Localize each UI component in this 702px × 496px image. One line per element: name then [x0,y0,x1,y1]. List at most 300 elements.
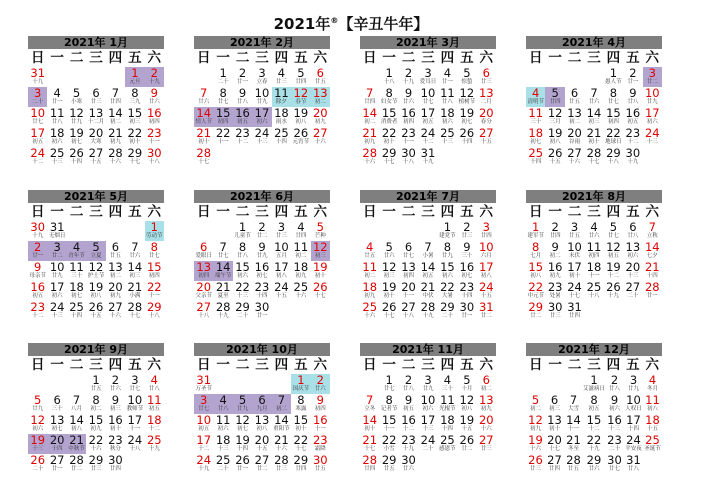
day-cell [477,281,496,301]
weekday-row [360,357,496,374]
day-cell [67,107,86,127]
empty-cell [399,221,418,241]
day-cell [624,394,643,414]
day-cell [438,127,457,147]
day-cell [643,67,662,87]
weekday-row [360,50,496,67]
lunar-label: 廿八 [148,386,160,392]
day-number: 2 [111,373,120,387]
lunar-label: 十三 [256,139,268,145]
lunar-label: 初十 [383,139,395,145]
lunar-label: 初二 [109,119,121,125]
day-cell [438,301,457,321]
day-cell [86,261,105,281]
lunar-label: 十六 [529,446,541,452]
day-cell [194,454,213,474]
day-number: 3 [424,373,432,387]
day-number: 7 [72,393,81,407]
day-cell [106,434,125,454]
day-cell [438,221,457,241]
day-number: 5 [463,66,471,80]
day-cell [28,221,47,241]
weekday-label: 五 [460,357,474,373]
day-number: 21 [274,433,289,447]
empty-cell [272,147,291,167]
empty-cell [457,454,476,474]
day-cell [545,87,564,107]
day-cell [399,374,418,394]
day-number: 19 [381,280,397,294]
day-cell [311,261,330,281]
lunar-label: 十二 [198,446,210,452]
lunar-label: 十一 [314,426,326,432]
lunar-label: 光棍节 [439,406,456,412]
day-number: 15 [127,106,143,120]
day-number: 3 [258,66,266,80]
day-cell [360,414,379,434]
lunar-label: 爱眼日 [195,253,212,259]
lunar-label: 初五 [32,139,44,145]
day-number: 28 [108,146,123,160]
day-cell [623,241,642,261]
weekday-label: 六 [147,357,162,373]
empty-cell [526,67,545,87]
day-number: 28 [69,453,84,467]
day-cell [583,414,605,434]
lunar-label: 廿七 [607,99,619,105]
day-number: 4 [366,240,374,254]
lunar-label: 十六 [314,139,326,145]
lunar-label: 小寒 [71,99,83,105]
lunar-label: 二十 [237,313,249,319]
day-number: 13 [196,260,212,274]
lunar-label: 初二 [364,273,376,279]
day-number: 11 [528,106,544,120]
lunar-label: 廿六 [588,466,600,472]
empty-cell [623,301,642,321]
weekday-label: 一 [216,50,230,66]
day-number: 28 [420,300,436,314]
day-number: 18 [274,106,289,120]
lunar-label: 初六 [441,119,453,125]
lunar-label: 十九 [32,79,44,85]
day-number: 13 [254,413,270,427]
day-cell [47,147,66,167]
day-cell [28,241,47,261]
lunar-label: 十四 [441,426,453,432]
day-number: 6 [111,240,120,254]
day-cell [584,127,603,147]
lunar-label: 三十 [530,119,542,125]
day-number: 1 [385,66,393,80]
day-cell [623,107,642,127]
weekday-label: 五 [626,357,640,373]
lunar-label: 小满 [129,293,141,299]
day-number: 17 [626,413,641,427]
day-number: 9 [404,393,413,407]
lunar-label: 初十 [383,293,395,299]
day-cell [194,301,213,321]
day-number: 4 [150,373,158,387]
weekday-label: 五 [294,204,308,220]
day-cell [477,394,496,414]
lunar-label: 初二 [90,406,102,412]
day-cell [28,87,47,107]
lunar-label: 廿八 [441,99,453,105]
lunar-label: 廿四 [548,466,560,472]
lunar-label: 十四 [461,139,473,145]
lunar-label: 大暑 [441,293,453,299]
day-cell [399,454,418,474]
lunar-label: 十一 [403,139,415,145]
day-number: 3 [277,220,286,234]
day-number: 17 [567,260,582,274]
lunar-label: 青年节 [68,253,85,259]
day-cell [28,454,47,474]
lunar-label: 廿三 [275,79,287,85]
lunar-label: 初六 [217,426,229,432]
day-number: 30 [146,146,162,160]
day-cell [418,301,437,321]
lunar-label: 廿二 [71,466,83,472]
lunar-label: 十三 [51,313,63,319]
day-number: 13 [567,106,582,120]
weekday-label: 六 [147,204,162,220]
day-number: 1 [609,66,618,80]
day-number: 11 [293,240,309,254]
lunar-label: 初三 [314,253,326,259]
lunar-label: 教师节 [126,406,144,412]
lunar-label: 十八 [607,159,619,165]
lunar-label: 廿一 [627,79,639,85]
month-header: 2021年 10月 [194,343,330,356]
empty-cell [565,67,584,87]
day-number: 4 [72,240,81,254]
day-number: 2 [258,220,266,234]
day-number: 19 [69,126,84,140]
day-cell [194,241,213,261]
day-number: 18 [293,260,309,274]
day-cell [125,301,144,321]
weekday-label: 三 [89,357,103,373]
weekday-label: 三 [587,357,601,373]
day-number: 10 [567,240,582,254]
day-number: 17 [420,413,436,427]
day-number: 25 [440,126,455,140]
day-cell [272,241,291,261]
lunar-label: 初九 [314,119,326,125]
day-cell [145,67,164,87]
day-cell [643,281,662,301]
day-cell [526,394,545,414]
lunar-label: 十六 [109,159,121,165]
empty-cell [477,147,496,167]
weekday-label: 一 [382,204,396,220]
empty-cell [291,147,310,167]
lunar-label: 廿一 [237,79,249,85]
lunar-label: 廿二 [530,313,542,319]
day-number: 23 [30,300,46,314]
day-number: 3 [53,240,61,254]
day-number: 26 [88,300,104,314]
lunar-label: 廿四 [549,99,561,105]
day-number: 20 [547,433,562,447]
weekday-label: 四 [274,204,289,220]
lunar-label: 立夏 [90,253,102,259]
day-cell [233,394,252,414]
day-cell [252,454,271,474]
day-cell [47,301,66,321]
day-number: 22 [381,126,397,140]
day-number: 2 [551,220,559,234]
lunar-label: 廿三 [90,99,102,105]
lunar-label: 初五 [32,293,44,299]
day-cell [252,301,271,321]
weekday-label: 二 [567,204,582,220]
lunar-label: 地球日 [605,139,622,145]
day-cell [311,434,330,454]
day-cell [477,434,496,454]
day-number: 22 [586,433,602,447]
lunar-label: 初八 [275,273,287,279]
day-cell [477,241,496,261]
weekday-label: 六 [645,357,660,373]
weekday-label: 六 [479,204,494,220]
day-cell [194,107,213,127]
day-cell [145,261,164,281]
day-number: 26 [606,280,621,294]
day-number: 29 [606,146,621,160]
empty-cell [438,147,457,167]
day-cell [233,67,252,87]
day-cell [584,261,603,281]
day-cell [526,454,545,474]
day-cell [457,221,476,241]
day-number: 8 [92,393,100,407]
day-cell [194,87,213,107]
day-number: 11 [69,260,84,274]
day-number: 16 [607,413,622,427]
day-number: 14 [644,240,660,254]
lunar-label: 立春 [256,79,268,85]
day-number: 23 [401,126,416,140]
day-number: 3 [424,66,432,80]
lunar-label: 十二 [32,159,44,165]
day-number: 25 [146,433,162,447]
day-cell [106,414,125,434]
day-number: 15 [146,260,162,274]
empty-cell [438,454,457,474]
day-number: 14 [69,413,84,427]
lunar-label: 父亲节 [195,293,212,299]
day-number: 16 [547,260,563,274]
empty-cell [360,67,379,87]
day-cell [583,394,605,414]
day-cell [86,127,105,147]
lunar-label: 十五 [549,159,561,165]
day-grid [360,221,496,321]
day-cell [47,241,66,261]
lunar-label: 廿一 [51,466,63,472]
lunar-label: 万圣节 [195,386,212,392]
day-number: 27 [478,126,494,140]
day-number: 13 [625,240,641,254]
lunar-label: 十七 [569,293,581,299]
weekday-label: 二 [567,357,582,373]
empty-cell [418,221,437,241]
empty-cell [252,374,271,394]
lunar-label: 十九 [627,159,639,165]
day-cell [28,281,47,301]
day-cell [583,434,605,454]
day-number: 24 [420,126,436,140]
lunar-label: 廿九 [627,386,639,392]
empty-cell [67,221,86,241]
lunar-label: 劳动节 [146,233,163,239]
empty-cell [28,374,47,394]
lunar-label: 十三 [422,426,434,432]
day-cell [272,221,291,241]
weekday-row [194,357,330,374]
lunar-label: 十五 [480,139,492,145]
lunar-label: 廿四 [364,99,376,105]
day-number: 30 [30,220,46,234]
day-cell [457,261,476,281]
weekday-row [526,357,662,374]
day-number: 8 [590,393,598,407]
day-cell [291,434,310,454]
day-cell [233,261,252,281]
lunar-label: 十七 [129,313,141,319]
day-cell [145,434,164,454]
day-number: 17 [30,126,46,140]
day-cell [565,107,584,127]
lunar-label: 儿童节 [234,233,251,239]
lunar-label: 初六 [422,406,434,412]
empty-cell [125,454,144,474]
lunar-label: 初五 [422,273,434,279]
weekday-label: 一 [548,50,562,66]
day-cell [125,87,144,107]
lunar-label: 廿九 [51,273,63,279]
day-cell [379,67,398,87]
day-number: 19 [293,106,309,120]
day-cell [604,67,623,87]
lunar-label: 立冬 [364,406,376,412]
day-cell [438,261,457,281]
day-number: 5 [551,86,559,100]
day-cell [145,147,164,167]
day-number: 26 [235,453,250,467]
day-number: 22 [440,280,455,294]
lunar-label: 十九 [148,79,160,85]
lunar-label: 初三 [129,119,141,125]
empty-cell [67,374,86,394]
lunar-label: 十三 [608,426,620,432]
day-cell [438,414,457,434]
lunar-label: 初九 [549,273,561,279]
day-number: 7 [111,86,120,100]
day-number: 14 [127,260,143,274]
lunar-label: 廿四 [295,466,307,472]
day-cell [67,301,86,321]
day-number: 8 [150,240,158,254]
day-number: 13 [312,86,328,100]
day-cell [399,241,418,261]
weekday-label: 一 [50,50,64,66]
day-number: 3 [629,373,638,387]
day-number: 1 [238,220,247,234]
day-cell [360,301,379,321]
lunar-label: 春分 [480,119,492,125]
day-number: 27 [108,300,123,314]
day-cell [125,414,144,434]
lunar-label: 十五 [90,313,102,319]
day-cell [526,261,545,281]
month-header: 2021年 6月 [194,190,330,203]
weekday-label: 六 [147,50,162,66]
lunar-label: 廿九 [256,253,268,259]
day-cell [233,221,252,241]
day-number: 20 [88,126,104,140]
day-cell [438,281,457,301]
day-number: 10 [644,86,660,100]
day-cell [311,221,330,241]
empty-cell [125,221,144,241]
lunar-label: 三十 [71,273,83,279]
day-cell [457,107,476,127]
day-cell [379,414,398,434]
lunar-label: 十五 [646,426,658,432]
month-header: 2021年 4月 [526,36,662,49]
lunar-label: 廿九 [32,406,44,412]
weekday-label: 日 [528,204,543,220]
day-cell [272,434,291,454]
day-number: 6 [258,393,266,407]
day-number: 9 [238,86,247,100]
lunar-label: 初三 [129,273,141,279]
lunar-label: 初十 [548,426,560,432]
day-number: 5 [297,66,305,80]
weekday-row [194,204,330,221]
day-cell [86,454,105,474]
day-cell [623,147,642,167]
day-number: 28 [196,146,212,160]
day-number: 26 [30,453,46,467]
day-cell [565,241,584,261]
day-cell [125,107,144,127]
day-cell [360,147,379,167]
month-block [28,343,164,474]
day-number: 4 [219,393,227,407]
day-number: 8 [532,240,540,254]
weekday-label: 日 [362,357,377,373]
day-cell [545,414,564,434]
day-number: 12 [459,393,475,407]
day-number: 21 [566,433,581,447]
lunar-label: 十五 [90,159,102,165]
day-cell [233,241,252,261]
day-cell [379,434,398,454]
lunar-label: 十一 [129,426,141,432]
day-number: 19 [606,260,621,274]
day-cell [252,107,271,127]
weekday-label: 五 [626,50,640,66]
day-number: 21 [215,280,231,294]
day-number: 7 [648,220,656,234]
lunar-label: 初四 [148,119,160,125]
day-cell [545,241,564,261]
